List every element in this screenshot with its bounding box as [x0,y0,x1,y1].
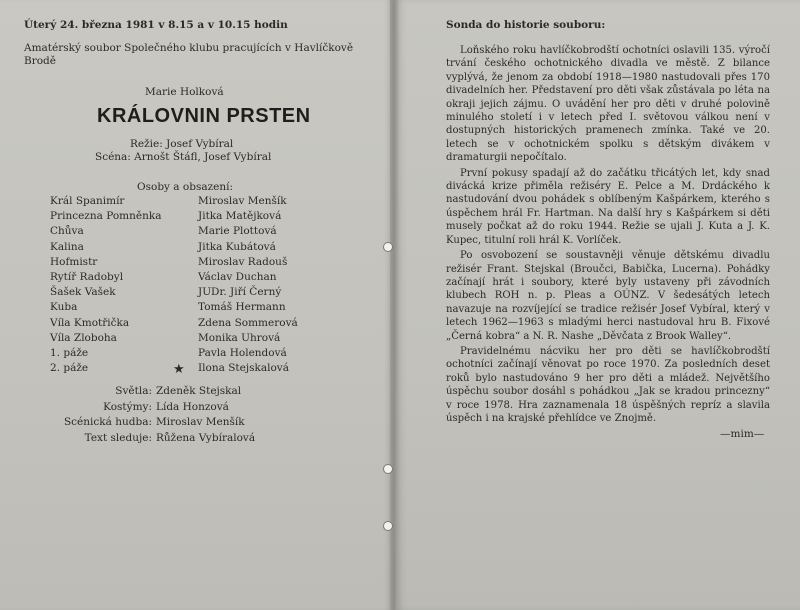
credit-value: Lída Honzová [156,400,229,413]
article-paragraph: Po osvobození se soustavněji věnuje dětskému divadlu režisér Frant. Stejskal (Broučci, Babička, Lucerna). Pohádky začínají hrát i soubory, které byly ustaveny při závodních klubech ROH n. p. Pleas a OÚNZ. V šedesátých letech navazuje na rozvíjející se tradice režisér Josef Vybíral, který v letech 1962—1963 s mladými herci nastudoval hru B. Fixové „Černá kobra“ a N. R. Nashe „Děvčata z Brook Walley“. [446,250,770,342]
cast-role: Chůva [50,225,84,238]
cast-row [50,194,330,209]
cast-row [50,224,330,239]
credit-label: Světla: [115,385,152,397]
credit-value: Miroslav Menšík [156,416,245,428]
cast-row [50,331,330,346]
star-divider: ★ [173,362,185,377]
cast-row [50,346,330,361]
credit-value: Růžena Vybíralová [156,431,256,444]
cast-actor: Marie Plottová [198,225,277,238]
staple-hole [384,522,392,530]
cast-actor: JUDr. Jiří Černý [198,286,282,299]
cast-actor: Monika Uhrová [198,331,281,344]
credit-label: Text sleduje: [84,431,152,444]
cast-role: Kuba [50,301,78,314]
ensemble-line: Brodě [24,55,56,67]
cast-role: Princezna Pomněnka [50,210,162,223]
direction-credit: Režie: Josef Vybíral [130,138,234,150]
article-paragraph: Loňského roku havlíčkobrodští ochotníci oslavili 135. výročí trvání českého ochotnického divadla ve městě. Z bilance vyplývá, že jenom za období 1918—1980 nastudovali přes 170 divadelních her. Představení pro děti však zůstávala po léta na okraji jejich zájmu. O uvádění her pro děti v druhé polovině minulého století i v letech před I. světovou válkou není v dostupných historických pramenech zmínka. Také ve 20. letech se v ochotnickém spolku s dětským divákem v dramaturgii nepočítalo. [446,45,770,164]
cast-role: Víla Kmotřička [50,316,130,329]
cast-role: Kalina [50,240,84,253]
cast-actor: Ilona Stejskalová [198,362,289,375]
page-gutter [390,0,398,610]
cast-row [50,300,330,315]
ensemble-line: Amatérský soubor Společného klubu pracujících v Havlíčkově [24,42,354,54]
cast-actor: Zdena Sommerová [198,316,298,329]
scenography-credit: Scéna: Arnošt Štáfl, Josef Vybíral [95,151,272,163]
cast-actor: Miroslav Menšík [198,195,287,207]
cast-row [50,270,330,285]
cast-row [50,209,330,224]
cast-row [50,285,330,300]
cast-list [50,194,330,376]
play-title: KRÁLOVNIN PRSTEN [97,105,311,127]
cast-row [50,361,330,376]
credit-row [40,384,340,400]
credit-value: Zdeněk Stejskal [156,385,242,397]
cast-actor: Jitka Matějková [198,210,282,223]
cast-actor: Tomáš Hermann [198,301,286,314]
credit-label: Scénická hudba: [63,416,152,428]
credit-row [40,415,340,431]
author-signature: —mim— [720,428,765,440]
cast-actor: Pavla Holendová [198,346,287,359]
cast-actor: Jitka Kubátová [198,240,276,253]
staple-hole [384,243,392,251]
article-paragraph: Pravidelnému nácviku her pro děti se havlíčkobrodští ochotníci začínají věnovat po roce 1970. Za posledních deset roků bylo nastudováno 9 her pro děti a mládež. Největšího úspěchu soubor dosáhl s pohádkou „Jak se kradou princezny“ v roce 1978. Hra zaznamenala 18 úspěšných repríz a slavila úspěch i na krajské přehlídce ve Znojmě. [446,345,770,424]
cast-role: Víla Zloboha [50,331,117,344]
cast-role: 2. páže [50,362,89,375]
cast-role: Rytíř Radobyl [50,270,124,283]
cast-row [50,316,330,331]
production-credits [40,384,340,446]
article-heading: Sonda do historie souboru: [446,19,606,31]
cast-actor: Václav Duchan [198,270,277,283]
author-name: Marie Holková [145,86,224,98]
credit-row [40,400,340,416]
article-body [446,44,770,427]
cast-actor: Miroslav Radouš [198,255,288,268]
article-paragraph: První pokusy spadají až do začátku třicátých let, kdy snad divácká krize přiměla režiséry E. Pelce a M. Drdáckého k nastudování dvou pohádek s oblíbeným Kašpárkem, kterého s úspěchem hrál Fr. Hartman. Na další hry s Kašpárkem si děti musely počkat až do roku 1944. Režie se ujali J. Kuta a J. K. Kupec, titulní roli hrál K. Vorlíček. [446,167,770,246]
cast-row [50,240,330,255]
cast-heading: Osoby a obsazení: [137,181,234,193]
cast-row [50,255,330,270]
performance-date: Úterý 24. března 1981 v 8.15 a v 10.15 hodin [24,19,288,31]
cast-role: Šašek Vašek [50,286,116,299]
credit-row [40,431,340,447]
credit-label: Kostýmy: [103,400,152,413]
cast-role: Hofmistr [50,255,98,268]
staple-hole [384,465,392,473]
cast-role: Král Spanimír [50,195,125,207]
cast-role: 1. páže [50,346,89,359]
